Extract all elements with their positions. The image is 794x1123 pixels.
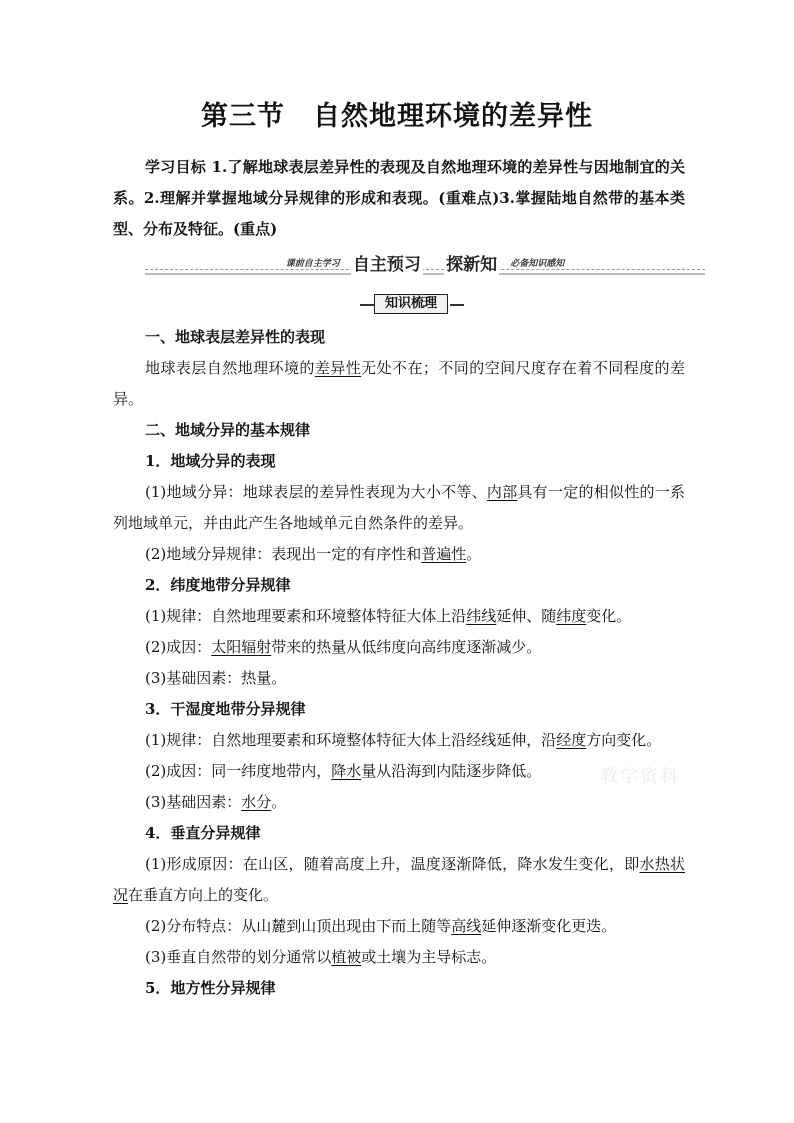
underlined-term: 高线 — [451, 917, 482, 935]
tag-right-rule — [450, 304, 464, 306]
banner-right-title: 探新知 — [446, 255, 498, 275]
text-run: 量从沿海到内陆逐步降低。 — [361, 762, 542, 780]
section-heading: 3．干湿度地带分异规律 — [145, 700, 306, 718]
text-run: 或土壤为主导标志。 — [361, 948, 497, 966]
text-run: (3)基础因素： — [145, 793, 242, 811]
paragraph — [113, 353, 685, 415]
banner-text — [145, 250, 705, 275]
underlined-term: 植被 — [331, 948, 362, 966]
paragraph — [113, 477, 685, 539]
text-run: 延伸、随 — [496, 607, 557, 625]
text-run: (3)垂直自然带的划分通常以 — [145, 948, 332, 966]
underlined-term: 经度 — [556, 731, 587, 749]
text-run: 延伸逐渐变化更迭。 — [481, 917, 617, 935]
underlined-term: 差异性 — [314, 359, 362, 377]
text-run: 带来的热量从低纬度向高纬度逐渐减少。 — [271, 638, 542, 656]
text-run: (2)成因：同一纬度地带内， — [145, 762, 332, 780]
paragraph — [113, 601, 685, 632]
underlined-term: 水热状况 — [113, 855, 685, 904]
section-tag-label: 知识梳理 — [374, 294, 448, 314]
paragraph — [113, 539, 685, 570]
double-arrow-icon: » — [428, 257, 439, 268]
underlined-term: 内部 — [486, 483, 518, 501]
banner-left-caption: 课前自主学习 — [280, 259, 346, 269]
text-run: (2)分布特点：从山麓到山顶出现由下而上随等 — [145, 917, 452, 935]
paragraph — [113, 725, 685, 756]
body-content — [113, 322, 685, 1004]
underlined-term: 纬度 — [556, 607, 587, 625]
underlined-term: 纬线 — [466, 607, 497, 625]
text-run: (1)规律：自然地理要素和环境整体特征大体上沿经线延伸，沿 — [145, 731, 557, 749]
underlined-term: 水分 — [241, 793, 272, 811]
paragraph — [113, 942, 685, 973]
text-run: 。 — [271, 793, 287, 811]
text-run: 无处不在；不同的空间尺度存在着不同程度的差异。 — [113, 359, 685, 408]
watermark: 教学资料 — [600, 766, 680, 787]
text-run: 。 — [466, 545, 482, 563]
text-run: (2)成因： — [145, 638, 212, 656]
section-heading: 二、地域分异的基本规律 — [145, 421, 311, 439]
paragraph — [113, 911, 685, 942]
banner-left-title: 自主预习 — [352, 255, 421, 275]
paragraph — [113, 787, 685, 818]
page-title: 第三节 自然地理环境的差异性 — [201, 101, 593, 132]
text-run: (1)形成原因：在山区，随着高度上升，温度逐渐降低，降水发生变化，即 — [145, 855, 640, 873]
underlined-term: 降水 — [331, 762, 362, 780]
text-run: 变化。 — [586, 607, 632, 625]
text-run: (1)地域分异：地球表层的差异性表现为大小不等、 — [145, 483, 487, 501]
section-heading: 5．地方性分异规律 — [145, 979, 276, 997]
paragraph — [113, 632, 685, 663]
text-run: 地球表层自然地理环境的 — [145, 359, 315, 377]
underlined-term: 普遍性 — [421, 545, 467, 563]
section-tag — [360, 294, 464, 316]
section-heading: 一、地球表层差异性的表现 — [145, 328, 326, 346]
section-heading: 2．纬度地带分异规律 — [145, 576, 291, 594]
text-run: 在垂直方向上的变化。 — [128, 886, 279, 904]
section-banner — [145, 250, 705, 280]
text-run: 具有一定的相似性的一系列地域单元，并由此产生各地域单元自然条件的差异。 — [113, 483, 685, 532]
tag-left-rule — [360, 304, 374, 306]
paragraph — [113, 663, 685, 694]
text-run: (1)规律：自然地理要素和环境整体特征大体上沿 — [145, 607, 467, 625]
section-heading: 4．垂直分异规律 — [145, 824, 261, 842]
text-run: (2)地域分异规律：表现出一定的有序性和 — [145, 545, 422, 563]
text-run: 方向变化。 — [586, 731, 662, 749]
paragraph — [113, 849, 685, 911]
banner-right-caption: 必备知识感知 — [504, 259, 570, 269]
text-run: (3)基础因素：热量。 — [145, 669, 287, 687]
underlined-term: 太阳辐射 — [211, 638, 272, 656]
section-heading: 1．地域分异的表现 — [145, 452, 276, 470]
learning-goal: 学习目标 1.了解地球表层差异性的表现及自然地理环境的差异性与因地制宜的关系。2.理解并掌握地域分异规律的形成和表现。(重难点)3.掌握陆地自然带的基本类型、分布及特征。(重点) — [113, 158, 685, 238]
